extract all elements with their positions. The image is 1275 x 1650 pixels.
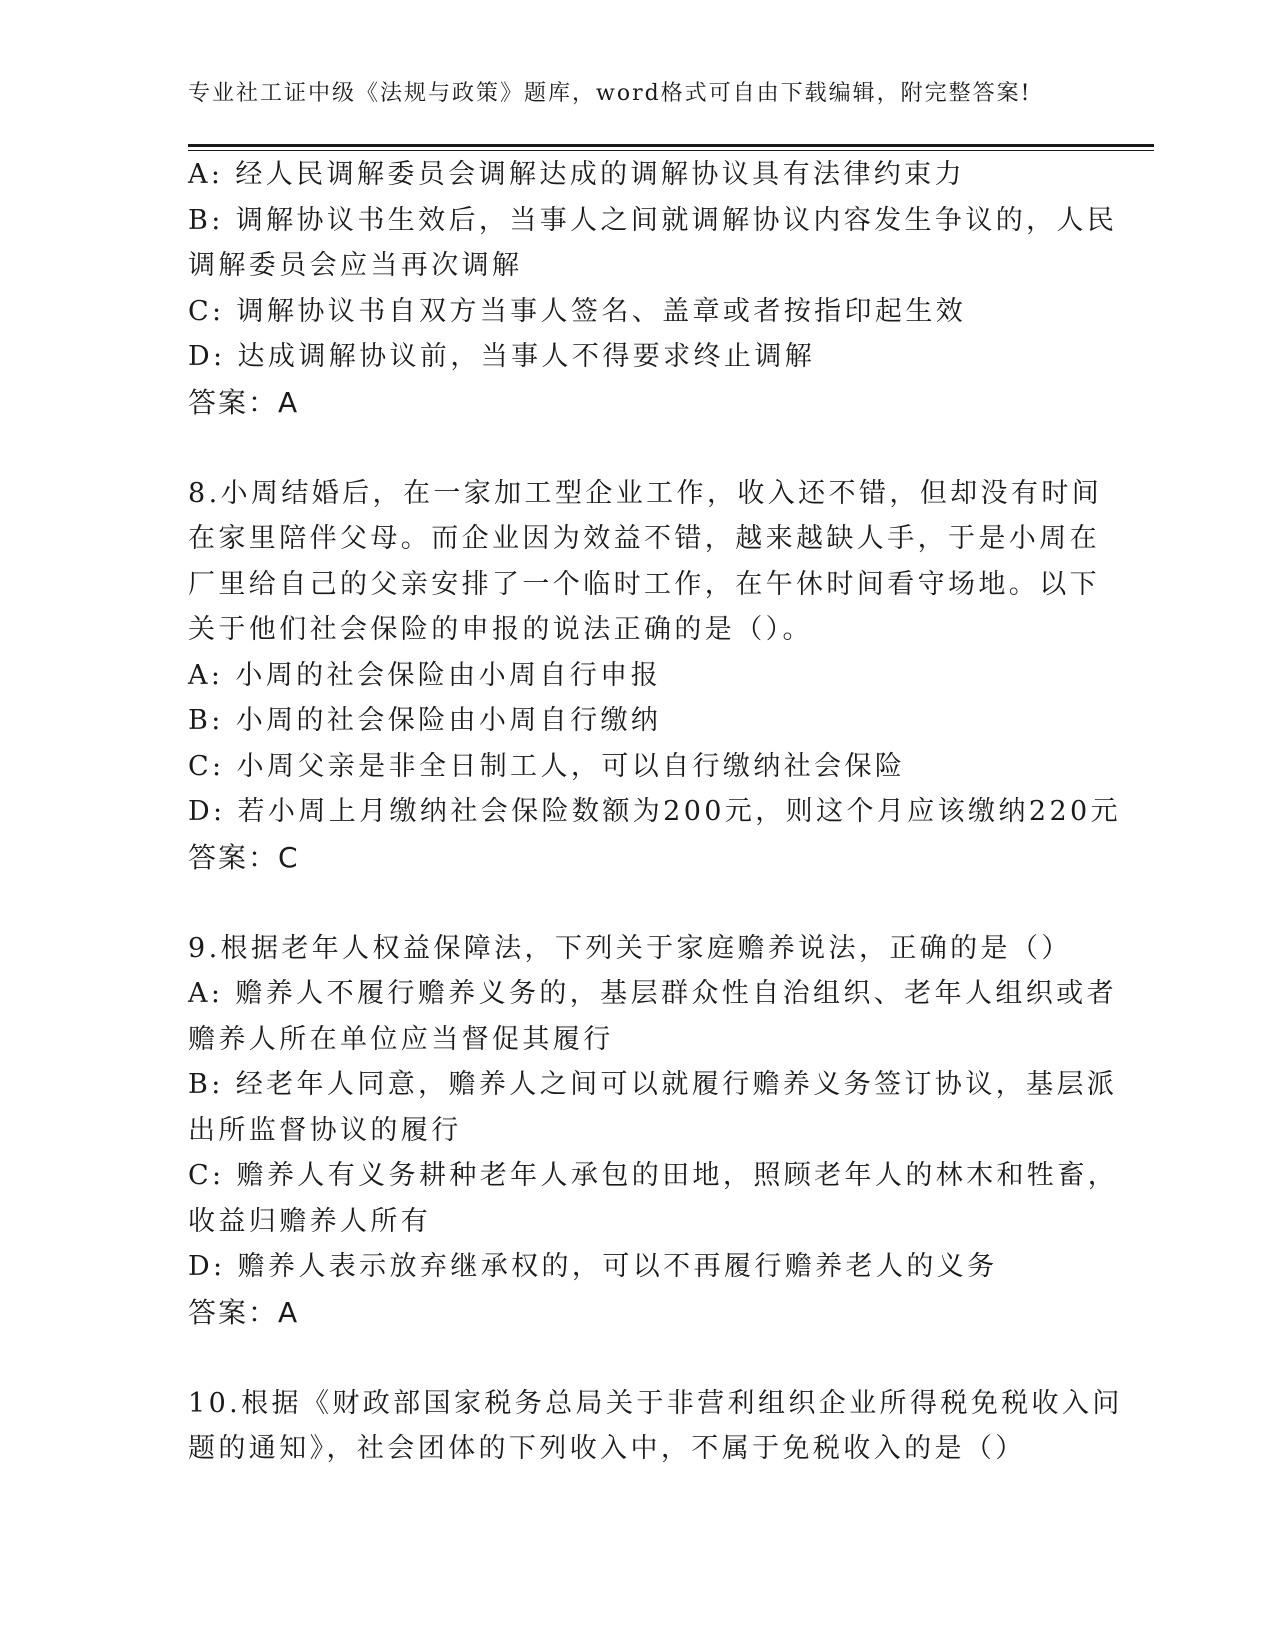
q7-option-b-line2: 调解委员会应当再次调解	[188, 250, 523, 281]
q9-option-c-line2: 收益归赡养人所有	[188, 1205, 432, 1237]
q9-stem-line1: 9.根据老年人权益保障法，下列关于家庭赡养说法，正确的是（）	[188, 932, 1072, 964]
q8-answer: 答案：C	[188, 840, 300, 874]
q9-option-b-line1: B: 经老年人同意，赡养人之间可以就履行赡养义务签订协议，基层派	[188, 1069, 1118, 1100]
spacer	[188, 1335, 1078, 1381]
header-rule-thin	[188, 150, 1154, 151]
q8-option-b: B: 小周的社会保险由小周自行缴纳	[188, 705, 662, 736]
q9-option-d: D: 赡养人表示放弃继承权的，可以不再履行赡养老人的义务	[188, 1251, 998, 1282]
q9-option-c-line1: C: 赡养人有义务耕种老年人承包的田地，照顾老年人的林木和牲畜，	[188, 1160, 1119, 1191]
q8-option-a: A: 小周的社会保险由小周自行申报	[188, 659, 661, 691]
q9-answer: 答案：A	[188, 1295, 300, 1329]
question-10	[188, 1381, 1123, 1472]
q7-option-c: C: 调解协议书自双方当事人签名、盖章或者按指印起生效	[188, 295, 967, 327]
q8-stem-line2: 在家里陪伴父母。而企业因为效益不错，越来越缺人手，于是小周在	[188, 523, 1100, 554]
q10-stem-line1: 10.根据《财政部国家税务总局关于非营利组织企业所得税免税收入问	[188, 1387, 1123, 1419]
q9-option-a-line2: 赡养人所在单位应当督促其履行	[188, 1023, 614, 1055]
page-header: 专业社工证中级《法规与政策》题库，word格式可自由下载编辑，附完整答案!	[188, 81, 1032, 106]
q8-option-d: D: 若小周上月缴纳社会保险数额为200元，则这个月应该缴纳220元	[188, 796, 1121, 827]
spacer	[188, 425, 1078, 471]
q7-answer: 答案：A	[188, 385, 300, 419]
q7-option-d: D: 达成调解协议前，当事人不得要求终止调解	[188, 341, 816, 372]
header-rule-thick	[188, 144, 1154, 147]
q7-option-a: A: 经人民调解委员会调解达成的调解协议具有法律约束力	[188, 159, 965, 190]
q10-stem-line2: 题的通知》，社会团体的下列收入中，不属于免税收入的是（）	[188, 1433, 1026, 1464]
q8-option-c: C: 小周父亲是非全日制工人，可以自行缴纳社会保险	[188, 750, 906, 782]
document-body	[188, 152, 1123, 1472]
q8-stem-line3: 厂里给自己的父亲安排了一个临时工作，在午休时间看守场地。以下	[188, 568, 1100, 600]
question-7	[188, 152, 1118, 425]
q9-option-b-line2: 出所监督协议的履行	[188, 1114, 462, 1146]
question-9	[188, 926, 1119, 1336]
q7-option-b-line1: B: 调解协议书生效后，当事人之间就调解协议内容发生争议的，人民	[188, 204, 1118, 236]
spacer	[188, 880, 1078, 926]
question-8	[188, 471, 1121, 881]
q8-stem-line1: 8.小周结婚后，在一家加工型企业工作，收入还不错，但却没有时间	[188, 477, 1103, 509]
q8-stem-line4: 关于他们社会保险的申报的说法正确的是（）。	[188, 614, 813, 645]
q9-option-a-line1: A: 赡养人不履行赡养义务的，基层群众性自治组织、老年人组织或者	[188, 978, 1117, 1009]
